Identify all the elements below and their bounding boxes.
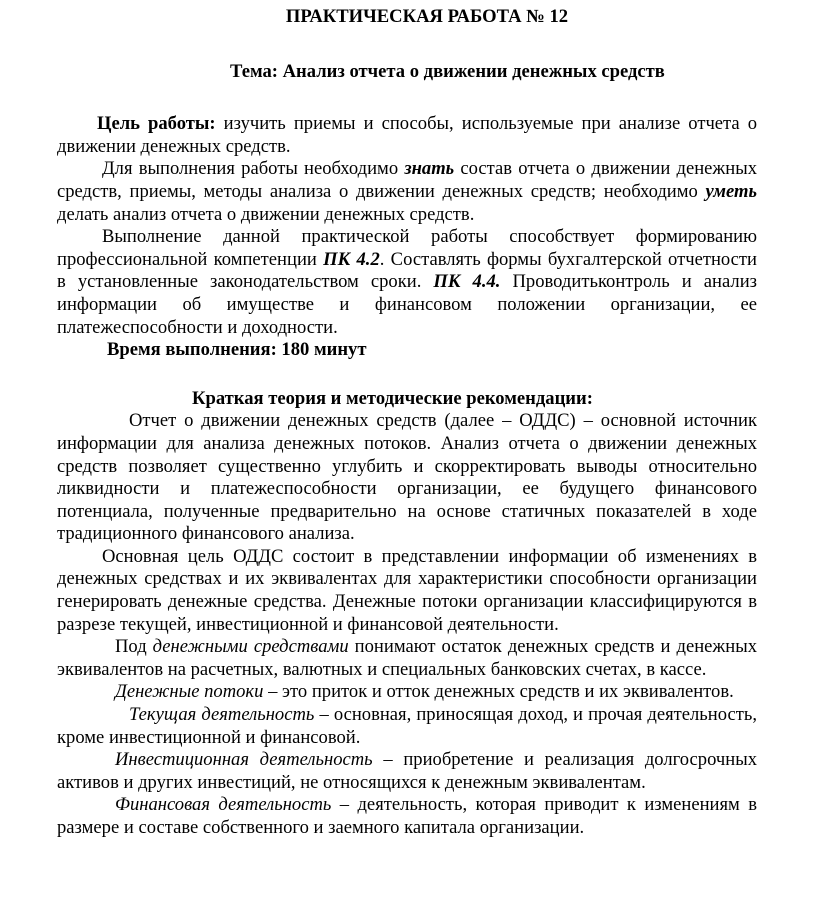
theory-paragraph-7 — [57, 794, 757, 839]
topic-heading: Тема: Анализ отчета о движении денежных средств — [230, 60, 665, 82]
time-label: Время выполнения: 180 минут — [107, 339, 367, 361]
competence-text-3: Проводитьконтроль и анализ информации об имуществе и финансовом положении организации, ее платежеспособности и доходности. — [57, 271, 757, 338]
p7-text-b: – деятельность, которая приводит к изменениям в размере и составе собственного и заемного капитала организации. — [57, 794, 758, 838]
theory-paragraph-4 — [57, 681, 757, 704]
theory-paragraph-6 — [57, 749, 757, 794]
competence-pk-4-2: ПК 4.2 — [323, 248, 380, 270]
competence-text-1: Выполнение данной практической работы способствует формированию профессиональной компетенции — [57, 226, 757, 270]
goal-label: Цель работы: — [97, 113, 216, 135]
requirements-paragraph — [57, 158, 757, 226]
goal-paragraph — [57, 113, 757, 158]
p3-text-a: Под — [115, 636, 153, 658]
requirements-text-2: состав отчета о движении денежных средств, приемы, методы анализа о движении денежных средств; необходимо — [57, 158, 757, 202]
theory-paragraph-1: Отчет о движении денежных средств (далее – ОДДС) – основной источник информации для анализа денежных потоков. Анализ отчета о движении денежных средств позволяет существенно углубить и скорректировать выводы относительно ликвидности и платежеспособности организации, ее будущего финансового потенциала, полученные предварительно на основе статичных показателей в ходе традиционного финансового анализа. — [57, 410, 757, 545]
p4-text-b: – это приток и отток денежных средств и их эквивалентов. — [263, 681, 734, 703]
goal-text: изучить приемы и способы, используемые при анализе отчета о движении денежных средств. — [57, 113, 757, 157]
theory-paragraph-3 — [57, 636, 757, 681]
term-cash: денежными средствами — [152, 636, 349, 658]
theory-heading: Краткая теория и методические рекомендации: — [192, 387, 593, 409]
requirements-able: уметь — [705, 180, 757, 202]
term-investing-activity: Инвестиционная деятельность — [115, 749, 373, 771]
p3-text-b: понимают остаток денежных средств и денежных эквивалентов на расчетных, валютных и специальных банковских счетах, в кассе. — [57, 636, 757, 680]
p5-text-b: – основная, приносящая доход, и прочая деятельность, кроме инвестиционной и финансовой. — [57, 704, 757, 748]
competence-paragraph — [57, 226, 757, 339]
requirements-text-1: Для выполнения работы необходимо — [102, 158, 405, 180]
competence-text-2: . Составлять формы бухгалтерской отчетности в установленные законодательством сроки. — [57, 248, 758, 293]
document-page — [57, 0, 757, 840]
theory-paragraph-5 — [57, 704, 757, 749]
theory-paragraph-2: Основная цель ОДДС состоит в представлении информации об изменениях в денежных средствах и их эквивалентах для характеристики способности организации генерировать денежные средства. Денежные потоки организации классифицируются в разрезе текущей, инвестиционной и финансовой деятельности. — [57, 545, 757, 635]
term-operating-activity: Текущая деятельность — [129, 704, 315, 726]
term-cash-flows: Денежные потоки — [115, 681, 264, 703]
requirements-text-3: делать анализ отчета о движении денежных средств. — [57, 203, 475, 225]
term-financing-activity: Финансовая деятельность — [115, 794, 332, 816]
p6-text-b: – приобретение и реализация долгосрочных активов и других инвестиций, не относящихся к денежным эквивалентам. — [57, 749, 757, 793]
requirements-know: знать — [404, 158, 455, 180]
page-title: ПРАКТИЧЕСКАЯ РАБОТА № 12 — [285, 6, 569, 27]
competence-pk-4-4: ПК 4.4. — [433, 271, 501, 293]
